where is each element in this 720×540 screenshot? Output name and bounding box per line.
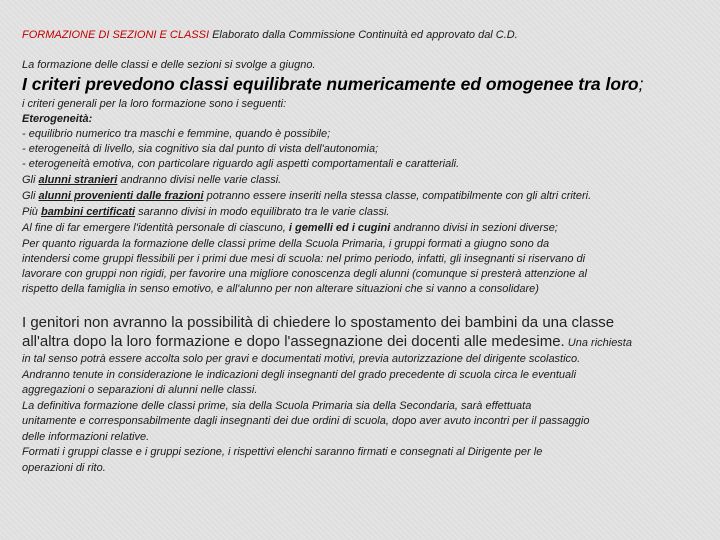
rule-text: Più <box>22 206 41 218</box>
rule-highlight: i gemelli ed i cugini <box>288 222 391 234</box>
primaria-line: intendersi come gruppi flessibili per i primi due mesi di scuola: nel primo periodo, infatti, gli insegnanti si riservano di <box>22 253 586 265</box>
rule-certificati <box>22 205 389 219</box>
rule-highlight: alunni stranieri <box>38 174 118 186</box>
rule-stranieri <box>22 173 281 187</box>
rule-text: Al fine di far emergere l'identità personale di ciascuno, <box>22 222 289 234</box>
rule-text: potranno essere inseriti nella stessa classe, compatibilmente con gli altri criteri. <box>203 190 592 202</box>
genitori-statement-text: all'altra dopo la loro formazione e dopo l'assegnazione dei docenti alle medesime. <box>22 333 565 350</box>
rule-text: andranno divisi nelle varie classi. <box>117 174 282 186</box>
rule-gemelli <box>22 221 558 235</box>
headline <box>22 74 643 94</box>
criteria-item: - eterogeneità di livello, sia cognitivo sia dal punto di vista dell'autonomia; <box>22 143 379 155</box>
criteria-item: - eterogeneità emotiva, con particolare riguardo agli aspetti comportamentali e caratteriali. <box>22 158 460 170</box>
headline-tail: ; <box>638 74 644 94</box>
headline-main: I criteri prevedono classi equilibrate numericamente ed omogenee tra loro <box>22 74 639 94</box>
genitori-line: unitamente e corresponsabilmente dagli insegnanti dei due ordini di scuola, dopo aver avuto incontri per il passaggio <box>22 415 590 427</box>
genitori-line: aggregazioni o separazioni di alunni nelle classi. <box>22 384 258 396</box>
genitori-line: delle informazioni relative. <box>22 431 150 443</box>
rule-frazioni <box>22 189 591 203</box>
rule-text: Gli <box>22 174 39 186</box>
document-title: FORMAZIONE DI SEZIONI E CLASSI <box>22 29 210 41</box>
criteria-label: Eterogeneità: <box>22 113 93 125</box>
genitori-request: Una richiesta <box>564 337 632 349</box>
criteria-item: - equilibrio numerico tra maschi e femmine, quando è possibile; <box>22 128 331 140</box>
primaria-line: rispetto della famiglia in senso emotivo, e all'alunno per non alterare situazioni che si vanno a consolidare) <box>22 283 539 295</box>
genitori-line: Formati i gruppi classe e i gruppi sezione, i rispettivi elenchi saranno firmati e consegnati al Dirigente per le <box>22 446 543 458</box>
genitori-line: in tal senso potrà essere accolta solo per gravi e documentati motivi, previa autorizzazione del dirigente scolastico. <box>22 353 581 365</box>
genitori-statement-cont <box>22 333 632 352</box>
primaria-line: lavorare con gruppi non rigidi, per favorire una migliore conoscenza degli alunni (comunque si presterà attenzione al <box>22 268 587 280</box>
primaria-line: Per quanto riguarda la formazione delle classi prime della Scuola Primaria, i gruppi formati a giugno sono da <box>22 238 550 250</box>
rule-highlight: bambini certificati <box>40 206 136 218</box>
genitori-line: La definitiva formazione delle classi prime, sia della Scuola Primaria sia della Secondaria, sarà effettuata <box>22 400 532 412</box>
document-subtitle: Elaborato dalla Commissione Continuità ed approvato dal C.D. <box>209 29 518 41</box>
header-line <box>22 28 518 42</box>
criteria-lead: i criteri generali per la loro formazione sono i seguenti: <box>22 98 287 110</box>
rule-text: saranno divisi in modo equilibrato tra le varie classi. <box>135 206 390 218</box>
genitori-line: Andranno tenute in considerazione le indicazioni degli insegnanti del grado precedente di scuola circa le eventuali <box>22 369 577 381</box>
genitori-statement: I genitori non avranno la possibilità di chiedere lo spostamento dei bambini da una classe <box>22 314 615 331</box>
rule-highlight: alunni provenienti dalle frazioni <box>38 190 204 202</box>
rule-text: Gli <box>22 190 39 202</box>
genitori-line: operazioni di rito. <box>22 462 106 474</box>
intro-text: La formazione delle classi e delle sezioni si svolge a giugno. <box>22 59 316 71</box>
rule-text: andranno divisi in sezioni diverse; <box>390 222 558 234</box>
